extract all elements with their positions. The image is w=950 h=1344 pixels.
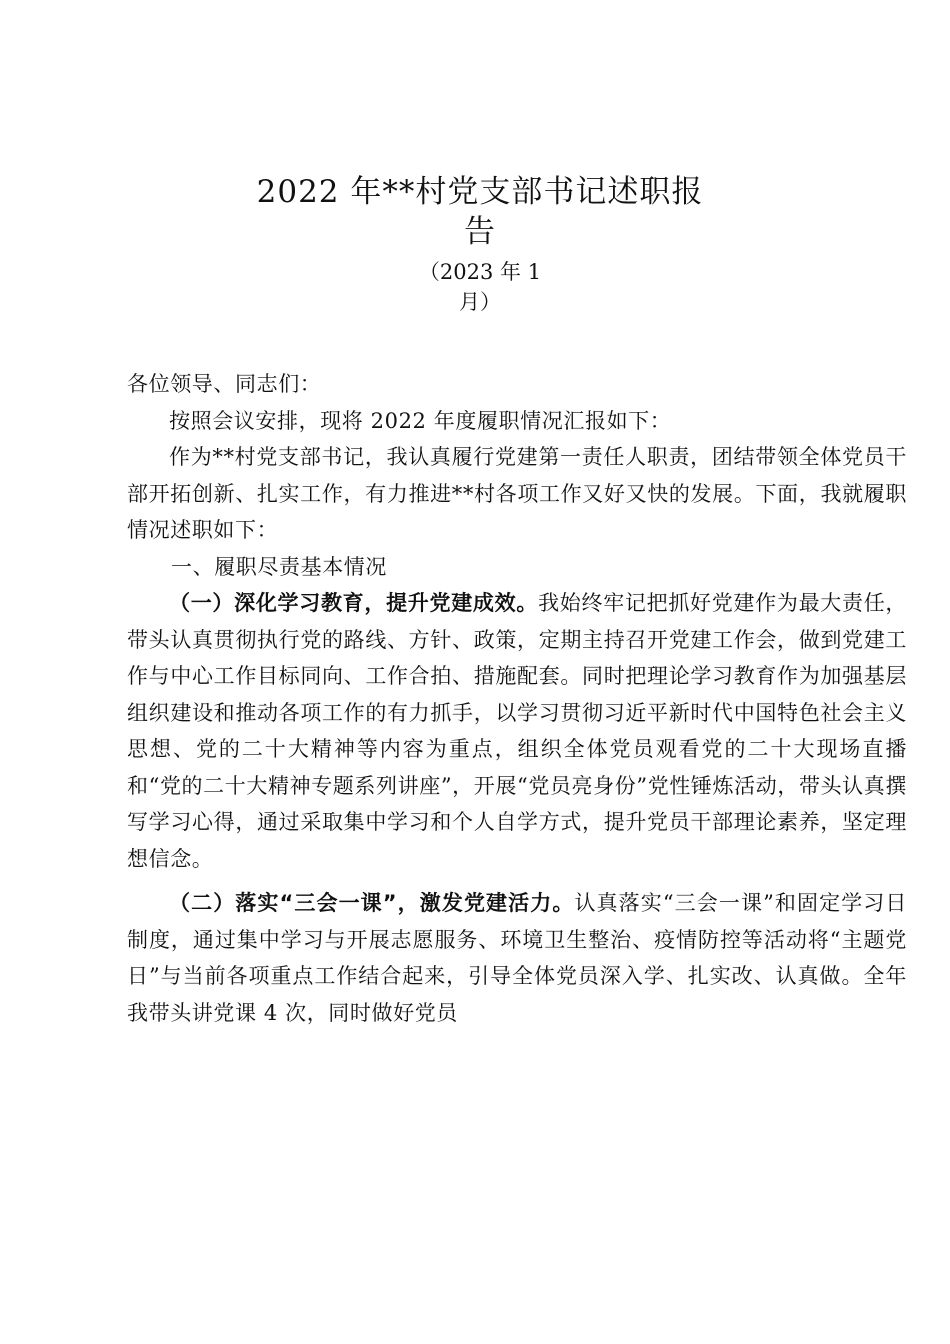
salutation: 各位领导、同志们： xyxy=(127,372,322,396)
subsection-1-text: 我始终牢记把抓好党建作为最大责任，带头认真贯彻执行党的路线、方针、政策，定期主持召开党建工作会，做到党建工作与中心工作目标同向、工作合拍、措施配套。同时把理论学习教育作为加强基层组织建设和推动各项工作的有力抓手，以学习贯彻习近平新时代中国特色社会主义思想、党的二十大精神等内容为重点，组织全体党员观看党的二十大现场直播和“党的二十大精神专题系列讲座”，开展“党员亮身份”党性锤炼活动，带头认真撰写学习心得，通过采取集中学习和个人自学方式，提升党员干部理论素养，坚定理想信念。 xyxy=(127,591,908,871)
subsection-1-paragraph xyxy=(127,585,907,877)
document-title-line-2: 告 xyxy=(464,214,496,250)
document-date-line-2: 月） xyxy=(459,290,501,314)
document-body xyxy=(127,366,907,1031)
subsection-2-paragraph xyxy=(127,885,907,1031)
document-title-line-1: 2022 年**村党支部书记述职报 xyxy=(256,174,704,210)
subsection-2-text: 认真落实“三会一课”和固定学习日制度，通过集中学习与开展志愿服务、环境卫生整治、疫情防控等活动将“主题党日”与当前各项重点工作结合起来，引导全体党员深入学、扎实改、认真做。全年我带头讲党课 4 次，同时做好党员 xyxy=(127,891,907,1025)
subsection-2-heading: （二）落实“三会一课”，激发党建活力。 xyxy=(169,891,575,915)
section-heading: 一、履职尽责基本情况 xyxy=(171,554,387,579)
subsection-1-heading: （一）深化学习教育，提升党建成效。 xyxy=(169,591,539,615)
document-date-line-1: （2023 年 1 xyxy=(418,260,542,284)
intro-paragraph: 按照会议安排，现将 2022 年度履职情况汇报如下： xyxy=(169,408,672,433)
overview-paragraph: 作为**村党支部书记，我认真履行党建第一责任人职责，团结带领全体党员干部开拓创新、扎实工作，有力推进**村各项工作又好又快的发展。下面，我就履职情况述职如下： xyxy=(127,445,907,542)
